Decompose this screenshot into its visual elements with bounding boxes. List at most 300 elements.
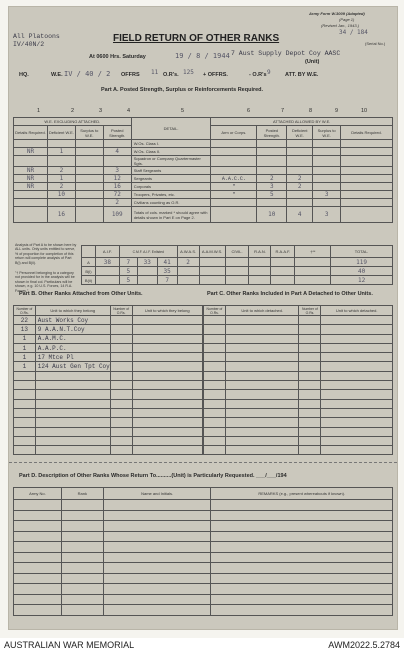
part-d-cell	[211, 552, 393, 563]
analysis-cell	[271, 267, 295, 276]
part-d-cell	[61, 521, 103, 532]
detached-cell	[321, 390, 393, 399]
part-b-row	[14, 316, 203, 325]
arm-corps-cell	[211, 148, 257, 156]
we-label: W.E.	[51, 72, 63, 78]
col-number: 9	[335, 108, 339, 114]
detached-cell	[204, 325, 226, 334]
plus-offrs-label: + OFFRS.	[203, 72, 228, 78]
detached-cell	[299, 418, 321, 427]
part-d-cell	[61, 573, 103, 584]
detached-cell	[321, 399, 393, 408]
analysis-cell	[249, 267, 271, 276]
posted-strength-cell: 2	[103, 199, 131, 207]
part-d-cell	[103, 594, 211, 605]
part-b-row	[14, 446, 203, 455]
part-d-cell	[103, 531, 211, 542]
unit-stamp: All Platoons IV/40N/2	[13, 33, 60, 48]
part-d-cell	[14, 542, 62, 553]
archive-reference: AWM2022.5.2784	[328, 640, 400, 650]
part-d-row	[14, 605, 393, 616]
part-c-table	[203, 305, 393, 455]
part-d-row	[14, 542, 393, 553]
col-number: 5	[181, 108, 185, 114]
part-c-row	[204, 446, 393, 455]
part-d-cell	[211, 594, 393, 605]
attached-count-cell	[110, 371, 132, 380]
attached-count-cell	[110, 362, 132, 371]
detail-label-cell: Civilians counting as O.R.	[131, 199, 211, 207]
att-posted-cell	[257, 199, 287, 207]
arm-corps-cell: "	[211, 183, 257, 191]
analysis-note: Analysis of Part A to be shown here by ALL units. Only units entitled to serve, % of proportion for completion of this return will complete analysis of Part B(i) and B(ii).	[15, 243, 77, 265]
part-c-row	[204, 381, 393, 390]
surplus-cell	[75, 148, 103, 156]
part-d-cell	[103, 605, 211, 616]
attached-count-cell	[14, 390, 36, 399]
part-d-cell	[211, 521, 393, 532]
analysis-cell	[95, 276, 119, 285]
detached-cell	[225, 436, 299, 445]
att-deficient-cell: 2	[287, 183, 313, 191]
detached-cell	[299, 353, 321, 362]
att-deficient-cell	[287, 167, 313, 175]
part-a-row	[14, 199, 393, 207]
part-c-row	[204, 436, 393, 445]
detached-cell	[204, 446, 226, 455]
arm-corps-cell: A.A.C.C.	[211, 175, 257, 183]
attached-unit-cell	[132, 399, 202, 408]
detached-cell	[204, 427, 226, 436]
detached-cell	[299, 343, 321, 352]
part-d-title: Part D. Description of Other Ranks Whose Return To..........(Unit) is Particularly Requested. ___/___/194	[19, 473, 287, 479]
attached-count-cell	[110, 334, 132, 343]
analysis-cell: 2	[177, 258, 199, 267]
detached-cell	[204, 418, 226, 427]
attached-unit-cell	[132, 436, 202, 445]
attached-unit-cell	[132, 325, 202, 334]
part-d-cell	[61, 584, 103, 595]
col-header: Surplus to W.E.	[75, 126, 103, 140]
part-d-cell	[103, 563, 211, 574]
attached-unit-cell	[35, 381, 110, 390]
deficient-cell	[47, 156, 75, 167]
attached-unit-cell: A.A.M.C.	[35, 334, 110, 343]
col-number: 2	[71, 108, 75, 114]
detail-label-cell: W.Os. Class II.	[131, 148, 211, 156]
personnel-note: "† Personnel belonging to a category not provided for in the analysis will be shown in final col. Particulars will be shown, e.g. 10 U.S. Forces, 14 R.A. Forces."	[15, 271, 75, 293]
part-d-cell	[61, 552, 103, 563]
attached-count-cell	[110, 343, 132, 352]
part-d-cell	[103, 573, 211, 584]
details-required-cell	[14, 199, 48, 207]
col-number: 8	[309, 108, 313, 114]
surplus-cell	[75, 167, 103, 175]
analysis-col-header: A.A.M.W.S.	[199, 246, 225, 258]
posted-strength-cell: 12	[103, 175, 131, 183]
part-d-col-header: Rank	[61, 488, 103, 500]
part-a-row	[14, 148, 393, 156]
att-posted-cell: 10	[257, 207, 287, 223]
posted-strength-cell	[103, 140, 131, 148]
col-header: Deficient W.E.	[47, 126, 75, 140]
analysis-row-label: B(i)	[82, 267, 96, 276]
analysis-rows	[82, 258, 393, 285]
part-b-row	[14, 390, 203, 399]
detached-cell	[225, 418, 299, 427]
part-c-col-header: Number of O.Rs.	[299, 306, 321, 316]
attached-unit-cell	[132, 371, 202, 380]
part-d-row	[14, 573, 393, 584]
detached-cell	[204, 316, 226, 325]
analysis-cell	[137, 276, 157, 285]
col-header: Posted Strength.	[103, 126, 131, 140]
part-d-row	[14, 510, 393, 521]
col-header: Arm or Corps.	[211, 126, 257, 140]
detached-cell	[204, 390, 226, 399]
att-posted-cell: 3	[257, 183, 287, 191]
att-deficient-cell: 2	[287, 175, 313, 183]
part-d-row	[14, 500, 393, 511]
analysis-cell: 38	[95, 258, 119, 267]
deficient-cell: 1	[47, 175, 75, 183]
part-d-cell	[211, 584, 393, 595]
att-deficient-cell	[287, 148, 313, 156]
att-details-cell	[341, 156, 393, 167]
attached-unit-cell	[35, 427, 110, 436]
attached-count-cell: 1	[14, 334, 36, 343]
detached-cell	[299, 381, 321, 390]
col-number: 4	[127, 108, 131, 114]
part-d-cell	[103, 552, 211, 563]
detached-cell	[321, 343, 393, 352]
posted-strength-cell: 72	[103, 191, 131, 199]
analysis-cell	[295, 258, 331, 267]
part-c-col-header: Unit to which detached.	[321, 306, 393, 316]
part-c-row	[204, 353, 393, 362]
analysis-cell: 12	[331, 276, 393, 285]
details-required-cell: NR	[14, 167, 48, 175]
analysis-col-header: TOTAL.	[331, 246, 393, 258]
part-d-table	[13, 487, 393, 616]
part-d-row	[14, 521, 393, 532]
archive-footer	[0, 638, 404, 653]
attached-unit-cell	[132, 390, 202, 399]
attached-count-cell	[110, 399, 132, 408]
attached-unit-cell	[35, 399, 110, 408]
att-posted-cell	[257, 140, 287, 148]
surplus-cell	[75, 140, 103, 148]
detached-cell	[204, 343, 226, 352]
serial-label: (Serial No.)	[365, 41, 386, 46]
col-number: 10	[361, 108, 368, 114]
ors-value: 125	[183, 69, 194, 76]
we-excluding-attached-header: W.E. EXCLUDING ATTACHED.	[14, 118, 132, 126]
attached-unit-cell	[132, 418, 202, 427]
part-b-row	[14, 325, 203, 334]
part-c-row	[204, 316, 393, 325]
att-details-cell	[341, 191, 393, 199]
surplus-cell	[75, 207, 103, 223]
part-d-cell	[103, 510, 211, 521]
minus-ors-label: - O.R's	[249, 72, 267, 78]
part-a-table	[13, 117, 393, 223]
ors-minus-value: 9	[267, 69, 271, 76]
part-b-title: Part B. Other Ranks Attached from Other Units.	[19, 291, 143, 297]
attached-count-cell	[110, 390, 132, 399]
part-a-title: Part A. Posted Strength, Surplus or Reinforcements Required.	[101, 87, 264, 93]
detached-cell	[204, 371, 226, 380]
detached-cell	[204, 362, 226, 371]
part-d-cell	[61, 542, 103, 553]
detail-label-cell: Troopers, Privates, etc.	[131, 191, 211, 199]
att-posted-cell: 5	[257, 191, 287, 199]
att-surplus-cell	[313, 156, 341, 167]
attached-unit-cell: 9 A.A.N.T.Coy	[35, 325, 110, 334]
hq-label: HQ.	[19, 72, 29, 78]
attached-count-cell: 1	[14, 362, 36, 371]
detail-label-cell: Squadron or Company Quartermaster Sgts.	[131, 156, 211, 167]
part-b-row	[14, 334, 203, 343]
we-value: IV / 40 / 2	[64, 70, 111, 78]
surplus-cell	[75, 175, 103, 183]
att-surplus-cell	[313, 199, 341, 207]
arm-corps-cell	[211, 140, 257, 148]
part-d-cell	[61, 510, 103, 521]
part-d-row	[14, 563, 393, 574]
attached-count-cell	[14, 436, 36, 445]
detached-cell	[299, 446, 321, 455]
posted-strength-cell: 4	[103, 148, 131, 156]
detached-cell	[225, 362, 299, 371]
col-header: Details Required.	[341, 126, 393, 140]
surplus-cell	[75, 183, 103, 191]
analysis-cell	[271, 258, 295, 267]
attached-count-cell	[14, 381, 36, 390]
att-details-cell	[341, 175, 393, 183]
part-d-cell	[14, 500, 62, 511]
part-c-rows	[204, 316, 393, 455]
part-a-row	[14, 191, 393, 199]
attached-count-cell: 22	[14, 316, 36, 325]
part-b-row	[14, 408, 203, 417]
analysis-cell: 35	[157, 267, 177, 276]
part-c-row	[204, 371, 393, 380]
analysis-cell	[295, 276, 331, 285]
analysis-col-header: †**	[295, 246, 331, 258]
analysis-cell	[177, 276, 199, 285]
detached-cell	[299, 390, 321, 399]
part-d-cell	[103, 542, 211, 553]
att-details-cell	[341, 140, 393, 148]
detached-cell	[225, 325, 299, 334]
part-a-row	[14, 175, 393, 183]
detached-cell	[225, 343, 299, 352]
att-by-we-label: ATT. BY W.E.	[285, 72, 319, 78]
detached-cell	[225, 408, 299, 417]
analysis-col-header: R.A.N.	[249, 246, 271, 258]
detail-label-cell: Totals of cols. marked * should agree with details shown in Part E on Page 2.	[131, 207, 211, 223]
att-surplus-cell	[313, 167, 341, 175]
analysis-row-label: B(ii)	[82, 276, 96, 285]
col-header: Surplus to W.E.	[313, 126, 341, 140]
detached-cell	[321, 436, 393, 445]
detached-cell	[225, 316, 299, 325]
deficient-cell: 2	[47, 183, 75, 191]
analysis-cell: 5	[119, 276, 137, 285]
attached-count-cell	[110, 418, 132, 427]
attached-count-cell	[110, 381, 132, 390]
attached-unit-cell	[132, 381, 202, 390]
posted-strength-cell: 109	[103, 207, 131, 223]
part-d-cell	[211, 573, 393, 584]
attached-allowed-header: ATTACHED ALLOWED BY W.E.	[211, 118, 393, 126]
analysis-cell	[177, 267, 199, 276]
part-c-col-header: Number of O.Rs.	[204, 306, 226, 316]
detached-cell	[204, 408, 226, 417]
revised-label: (Revised Jan., 1943.)	[321, 23, 360, 28]
part-c-row	[204, 334, 393, 343]
part-d-cell	[103, 521, 211, 532]
part-b-col-header: Number of O.Rs.	[14, 306, 36, 316]
detached-cell	[204, 334, 226, 343]
att-deficient-cell	[287, 140, 313, 148]
att-posted-cell	[257, 148, 287, 156]
part-d-col-header: Name and Initials.	[103, 488, 211, 500]
col-header: Posted Strength.	[257, 126, 287, 140]
part-a-row	[14, 167, 393, 175]
arm-corps-cell: "	[211, 191, 257, 199]
part-c-row	[204, 390, 393, 399]
offrs-value: 11	[151, 69, 159, 76]
analysis-cell	[295, 267, 331, 276]
details-required-cell: NR	[14, 175, 48, 183]
part-b-rows	[14, 316, 203, 455]
analysis-cell	[225, 276, 249, 285]
attached-unit-cell: 17 Mtce Pl	[35, 353, 110, 362]
detached-cell	[299, 408, 321, 417]
part-d-cell	[61, 594, 103, 605]
analysis-cell	[249, 258, 271, 267]
detail-header: DETAIL.	[131, 118, 211, 140]
part-c-title: Part C. Other Ranks Included in Part A Detached to Other Units.	[207, 291, 373, 297]
att-details-cell	[341, 183, 393, 191]
detached-cell	[299, 334, 321, 343]
unit-label: (Unit)	[305, 59, 320, 65]
detached-cell	[321, 316, 393, 325]
part-a-row	[14, 156, 393, 167]
detached-cell	[225, 399, 299, 408]
analysis-cell	[199, 258, 225, 267]
attached-unit-cell	[132, 353, 202, 362]
attached-unit-cell: Aust Works Coy	[35, 316, 110, 325]
analysis-col-header: CIVIL.	[225, 246, 249, 258]
part-d-cell	[14, 563, 62, 574]
detached-cell	[299, 362, 321, 371]
attached-count-cell	[110, 408, 132, 417]
detached-cell	[225, 446, 299, 455]
detached-cell	[321, 325, 393, 334]
arm-corps-cell	[211, 207, 257, 223]
detail-label-cell: Staff Sergeants	[131, 167, 211, 175]
archive-name: AUSTRALIAN WAR MEMORIAL	[4, 640, 135, 650]
part-b-row	[14, 418, 203, 427]
detached-cell	[321, 371, 393, 380]
part-d-cell	[103, 584, 211, 595]
offrs-label: OFFRS	[121, 72, 140, 78]
return-date: 19 / 8 / 1944	[175, 52, 230, 60]
analysis-cell	[137, 267, 157, 276]
att-details-cell	[341, 167, 393, 175]
analysis-row	[82, 276, 393, 285]
part-d-cell	[61, 605, 103, 616]
part-d-rows	[14, 500, 393, 616]
deficient-cell	[47, 199, 75, 207]
col-header: Deficient W.E.	[287, 126, 313, 140]
attached-count-cell	[110, 316, 132, 325]
surplus-cell	[75, 199, 103, 207]
col-number: 6	[247, 108, 251, 114]
part-c-row	[204, 399, 393, 408]
page-label: (Page 1)	[339, 17, 355, 22]
attached-count-cell	[110, 353, 132, 362]
analysis-col-header: C.M.F. A.I.F. Enlisted	[119, 246, 177, 258]
attached-unit-cell	[132, 343, 202, 352]
attached-unit-cell: 124 Aust Gen Tpt Coy	[35, 362, 110, 371]
analysis-cell: 33	[137, 258, 157, 267]
analysis-cell: 119	[331, 258, 393, 267]
analysis-cell: 5	[119, 267, 137, 276]
surplus-cell	[75, 156, 103, 167]
attached-count-cell	[14, 371, 36, 380]
part-d-col-header: Army No.	[14, 488, 62, 500]
part-d-cell	[211, 510, 393, 521]
analysis-row	[82, 258, 393, 267]
attached-unit-cell	[132, 334, 202, 343]
analysis-cell: 41	[157, 258, 177, 267]
col-number: 7	[281, 108, 285, 114]
part-d-cell	[14, 594, 62, 605]
part-a-row	[14, 140, 393, 148]
arm-corps-cell	[211, 199, 257, 207]
attached-count-cell	[110, 325, 132, 334]
detached-cell	[321, 446, 393, 455]
attached-count-cell	[110, 427, 132, 436]
part-b-row	[14, 371, 203, 380]
detached-cell	[321, 362, 393, 371]
attached-count-cell: 13	[14, 325, 36, 334]
analysis-cell: 7	[157, 276, 177, 285]
att-surplus-cell	[313, 183, 341, 191]
part-d-cell	[211, 605, 393, 616]
attached-count-cell	[14, 427, 36, 436]
att-posted-cell: 2	[257, 175, 287, 183]
details-required-cell	[14, 207, 48, 223]
detached-cell	[321, 427, 393, 436]
att-details-cell	[341, 148, 393, 156]
posted-strength-cell	[103, 156, 131, 167]
part-c-row	[204, 362, 393, 371]
part-d-row	[14, 552, 393, 563]
attached-count-cell	[14, 399, 36, 408]
detached-cell	[321, 408, 393, 417]
attached-count-cell: 1	[14, 343, 36, 352]
part-d-cell	[14, 510, 62, 521]
att-surplus-cell: 3	[313, 207, 341, 223]
analysis-cell: 7	[119, 258, 137, 267]
att-posted-cell	[257, 167, 287, 175]
part-b-row	[14, 436, 203, 445]
